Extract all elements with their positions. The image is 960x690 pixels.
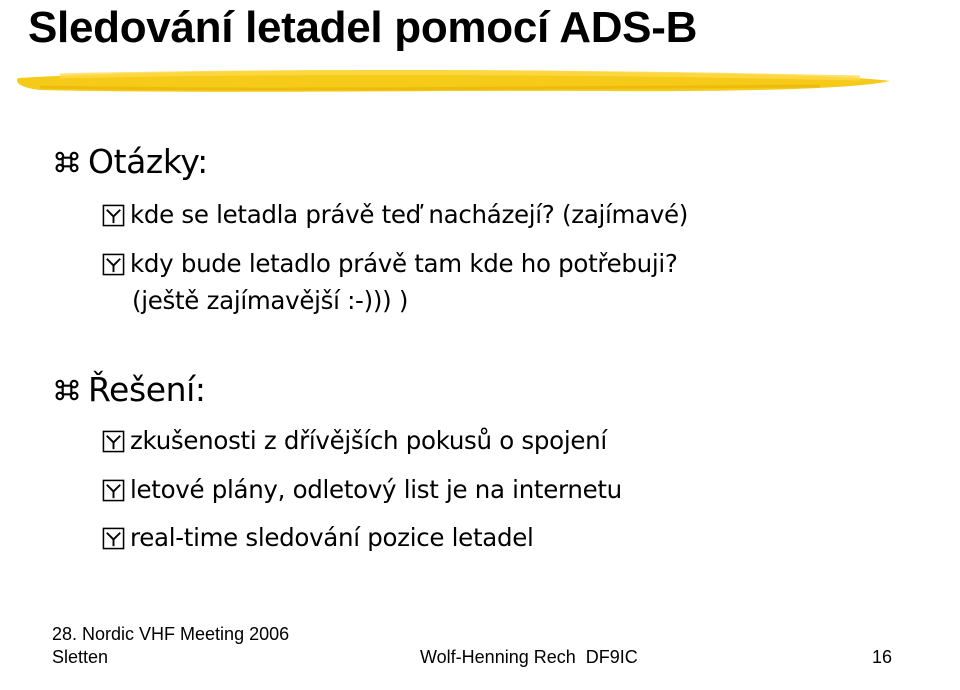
bullet-item-5 bbox=[102, 522, 534, 554]
page-number: 16 bbox=[872, 647, 893, 667]
section-heading-reseni: Řešení: bbox=[88, 370, 206, 409]
bullet-text: zkušenosti z dřívějších pokusů o spojení bbox=[130, 426, 607, 455]
checkbox-y-icon bbox=[102, 527, 125, 550]
footer-event: 28. Nordic VHF Meeting 2006 bbox=[52, 624, 290, 644]
bullet-text: kdy bude letadlo právě tam kde ho potřebuji? bbox=[130, 249, 678, 278]
checkbox-y-icon bbox=[102, 204, 125, 227]
command-key-icon bbox=[54, 149, 80, 175]
footer-author: Wolf-Henning Rech DF9IC bbox=[420, 647, 638, 667]
bullet-continuation: (ještě zajímavější :-))) ) bbox=[132, 286, 409, 315]
bullet-text: real-time sledování pozice letadel bbox=[130, 523, 534, 552]
bullet-item-1 bbox=[102, 199, 688, 231]
footer-place: Sletten bbox=[52, 647, 109, 667]
command-key-icon bbox=[54, 377, 80, 403]
checkbox-y-icon bbox=[102, 479, 125, 502]
checkbox-y-icon bbox=[102, 430, 125, 453]
bullet-otazky bbox=[54, 142, 208, 182]
bullet-reseni bbox=[54, 370, 206, 410]
title-underline-brush bbox=[0, 64, 900, 98]
section-heading-otazky: Otázky: bbox=[88, 142, 208, 181]
slide-title: Sledování letadel pomocí ADS-B bbox=[28, 3, 698, 52]
checkbox-y-icon bbox=[102, 253, 125, 276]
bullet-text: letové plány, odletový list je na internetu bbox=[130, 475, 622, 504]
bullet-item-4 bbox=[102, 474, 622, 506]
bullet-item-3 bbox=[102, 425, 607, 457]
bullet-text: kde se letadla právě teď nacházejí? (zajímavé) bbox=[130, 200, 689, 229]
bullet-item-2 bbox=[102, 248, 678, 280]
